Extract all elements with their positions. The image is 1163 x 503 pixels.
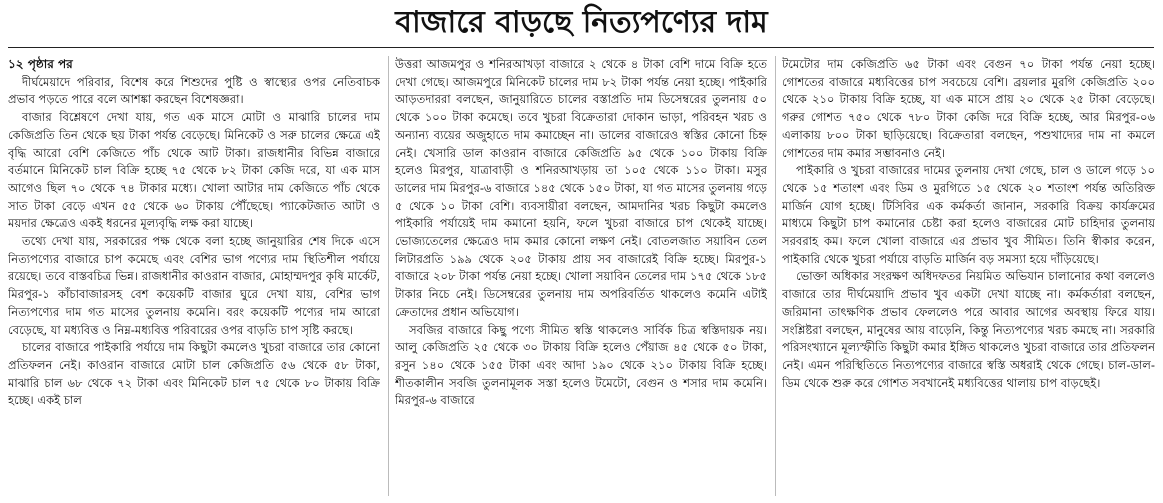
paragraph: তথ্যে দেখা যায়, সরকারের পক্ষ থেকে বলা হচ্ছে জানুয়ারির শেষ দিকে এসে নিত্যপণ্যের বাজারে চাপ কমেছে এবং বেশির ভাগ পণ্যের দাম স্থিতিশীল পর্যায়ে রয়েছে। তবে বাস্তবচিত্র ভিন্ন। রাজধানীর কাওরান বাজার, মোহাম্মদপুর কৃষি মার্কেট, মিরপুর-১ কাঁচাবাজারসহ বেশ কয়েকটি বাজার ঘুরে দেখা যায়, বেশির ভাগ নিত্যপণ্যের দাম গত মাসের তুলনায় কমেনি। বরং কয়েকটি পণ্যের দাম আরো বেড়েছে, যা মধ্যবিত্ত ও নিম্ন-মধ্যবিত্ত পরিবারের ওপর বাড়তি চাপ সৃষ্টি করছে। [8,234,380,337]
headline: বাজারে বাড়ছে নিত্যপণ্যের দাম [395,5,768,40]
paragraph: বাজার বিশ্লেষণে দেখা যায়, গত এক মাসে মোটা ও মাঝারি চালের দাম কেজিপ্রতি তিন থেকে ছয় টাকা পর্যন্ত বেড়েছে। মিনিকেট ও সরু চালের ক্ষেত্রে এই বৃদ্ধি আরো বেশি কেজিতে পাঁচ থেকে আট টাকা। রাজধানীর বিভিন্ন বাজারে বর্তমানে মিনিকেট চাল বিক্রি হচ্ছে ৭৫ থেকে ৮২ টাকা কেজি দরে, যা এক মাস আগেও ছিল ৭০ থেকে ৭৪ টাকার মধ্যে। খোলা আটার দাম কেজিতে পাঁচ থেকে সাত টাকা বেড়ে এখন ৫৫ থেকে ৬০ টাকায় পৌঁছেছে। প্যাকেটজাত আটা ও ময়দার ক্ষেত্রেও একই ধরনের মূল্যবৃদ্ধি লক্ষ করা যাচ্ছে। [8,110,380,231]
paragraph: উত্তরা আজমপুর ও শনিরআখড়া বাজারে ২ থেকে ৪ টাকা বেশি দামে বিক্রি হতে দেখা গেছে। আজমপুরে মিনিকেট চালের দাম ৮২ টাকা পর্যন্ত নেয়া হচ্ছে। পাইকারি আড়তদাররা বলছেন, জানুয়ারিতে চালের বস্তাপ্রতি দাম ডিসেম্বরের তুলনায় ৫০ থেকে ১০০ টাকা কমেছে। তবে খুচরা বিক্রেতারা দোকান ভাড়া, পরিবহন খরচ ও অন্যান্য ব্যয়ের অজুহাতে দাম কমাচ্ছেন না। ডালের বাজারেও স্বস্তির কোনো চিহ্ন নেই। খেসারি ডাল কাওরান বাজারে কেজিপ্রতি ৯৫ থেকে ১০০ টাকায় বিক্রি হলেও মিরপুর, যাত্রাবাড়ী ও শনিরআখড়ায় তা ১০৫ থেকে ১১০ টাকা। মসুর ডালের দাম মিরপুর-৬ বাজারে ১৪৫ থেকে ১৫০ টাকা, যা গত মাসের তুলনায় গড়ে ৫ থেকে ১০ টাকা বেশি। ব্যবসায়ীরা বলছেন, আমদানির খরচ কিছুটা কমলেও পাইকারি পর্যায়েই দাম কমানো হয়নি, ফলে খুচরা বাজারে চাপ থেকেই যাচ্ছে। ভোজ্যতেলের ক্ষেত্রেও দাম কমার কোনো লক্ষণ নেই। বোতলজাত সয়াবিন তেল লিটারপ্রতি ১৯৯ থেকে ২০৫ টাকায় প্রায় সব বাজারেই বিক্রি হচ্ছে। মিরপুর-১ বাজারে ২০৮ টাকা পর্যন্ত নেয়া হচ্ছে। খোলা সয়াবিন তেলের দাম ১৭৫ থেকে ১৮৫ টাকার নিচে নেই। ডিসেম্বরের তুলনায় দাম অপরিবর্তিত থাকলেও কমেনি এটাই ক্রেতাদের প্রধান অভিযোগ। [395,57,767,319]
paragraph: সবজির বাজারে কিছু পণ্যে সীমিত স্বস্তি থাকলেও সার্বিক চিত্র স্বস্তিদায়ক নয়। আলু কেজিপ্রতি ২৫ থেকে ৩০ টাকায় বিক্রি হলেও পেঁয়াজ ৪৫ থেকে ৫০ টাকা, রসুন ১৪০ থেকে ১৫৫ টাকা এবং আদা ১৯০ থেকে ২১০ টাকায় বিক্রি হচ্ছে। শীতকালীন সবজি তুলনামূলক সস্তা হলেও টমেটো, বেগুন ও শসার দাম কমেনি। মিরপুর-৬ বাজারে [395,322,767,408]
paragraph: দীর্ঘমেয়াদে পরিবার, বিশেষ করে শিশুদের পুষ্টি ও স্বাস্থ্যের ওপর নেতিবাচক প্রভাব পড়তে পারে বলে আশঙ্কা করছেন বিশেষজ্ঞরা। [8,74,380,107]
article-column-3 [782,56,1155,500]
article-column-2 [395,56,767,500]
paragraph: টমেটোর দাম কেজিপ্রতি ৬৫ টাকা এবং বেগুন ৭০ টাকা পর্যন্ত নেয়া হচ্ছে। গোশতের বাজারে মধ্যবিত্তের চাপ সবচেয়ে বেশি। ব্রয়লার মুরগি কেজিপ্রতি ২০০ থেকে ২১০ টাকায় বিক্রি হচ্ছে, যা এক মাসে প্রায় ২০ থেকে ২৫ টাকা বেড়েছে। গরুর গোশত ৭৫০ থেকে ৭৮০ টাকা কেজি দরে বিক্রি হচ্ছে, আর মিরপুর-০৬ এলাকায় ৮০০ টাকা ছাড়িয়েছে। বিক্রেতারা বলছেন, পশুখাদ্যের দাম না কমলে গোশতের দাম কমার সম্ভাবনাও নেই। [782,57,1155,160]
continued-from-label: ১২ পৃষ্ঠার পর [8,57,73,71]
column-divider [388,56,389,496]
paragraph: ভোক্তা অধিকার সংরক্ষণ অধিদফতর নিয়মিত অভিযান চালানোর কথা বললেও বাজারে তার দীর্ঘমেয়াদি প্রভাব খুব একটা দেখা যাচ্ছে না। কর্মকর্তারা বলছেন, জরিমানা তাৎক্ষণিক প্রভাব ফেললেও পরে আবার আগের অবস্থায় ফিরে যায়। সংশ্লিষ্টরা বলছেন, মানুষের আয় বাড়েনি, কিন্তু নিত্যপণ্যের খরচ কমছে না। সরকারি পরিসংখ্যানে মূল্যস্ফীতি কিছুটা কমার ইঙ্গিত থাকলেও খুচরা বাজারে তার প্রতিফলন নেই। এমন পরিস্থিতিতে নিত্যপণ্যের বাজারে স্বস্তি অধরাই থেকে গেছে। চাল-ডাল-ডিম থেকে শুরু করে গোশত সবখানেই মধ্যবিত্তের থালায় চাপ বাড়ছেই। [782,269,1155,390]
headline-rule [8,47,1154,48]
column-divider [775,56,776,496]
article-column-1 [8,56,380,500]
paragraph: চালের বাজারে পাইকারি পর্যায়ে দাম কিছুটা কমলেও খুচরা বাজারে তার কোনো প্রতিফলন নেই। কাওরান বাজারে মোটা চাল কেজিপ্রতি ৫৬ থেকে ৫৮ টাকা, মাঝারি চাল ৬৮ থেকে ৭২ টাকা এবং মিনিকেট চাল ৭৫ থেকে ৮০ টাকায় বিক্রি হচ্ছে। একই চাল [8,340,380,408]
paragraph: পাইকারি ও খুচরা বাজারের দামের তুলনায় দেখা গেছে, চাল ও ডালে গড়ে ১০ থেকে ১৫ শতাংশ এবং ডিম ও মুরগিতে ১৫ থেকে ২০ শতাংশ পর্যন্ত অতিরিক্ত মার্জিন যোগ হচ্ছে। টিসিবির এক কর্মকর্তা জানান, সরকারি বিক্রয় কার্যক্রমের মাধ্যমে কিছুটা চাপ কমানোর চেষ্টা করা হলেও বাজারের মোট চাহিদার তুলনায় সরবরাহ কম। ফলে খোলা বাজারে এর প্রভাব খুব সীমিত। তিনি স্বীকার করেন, পাইকারি থেকে খুচরা পর্যায়ে বাড়তি মার্জিন বড় সমস্যা হয়ে দাঁড়িয়েছে। [782,163,1155,266]
